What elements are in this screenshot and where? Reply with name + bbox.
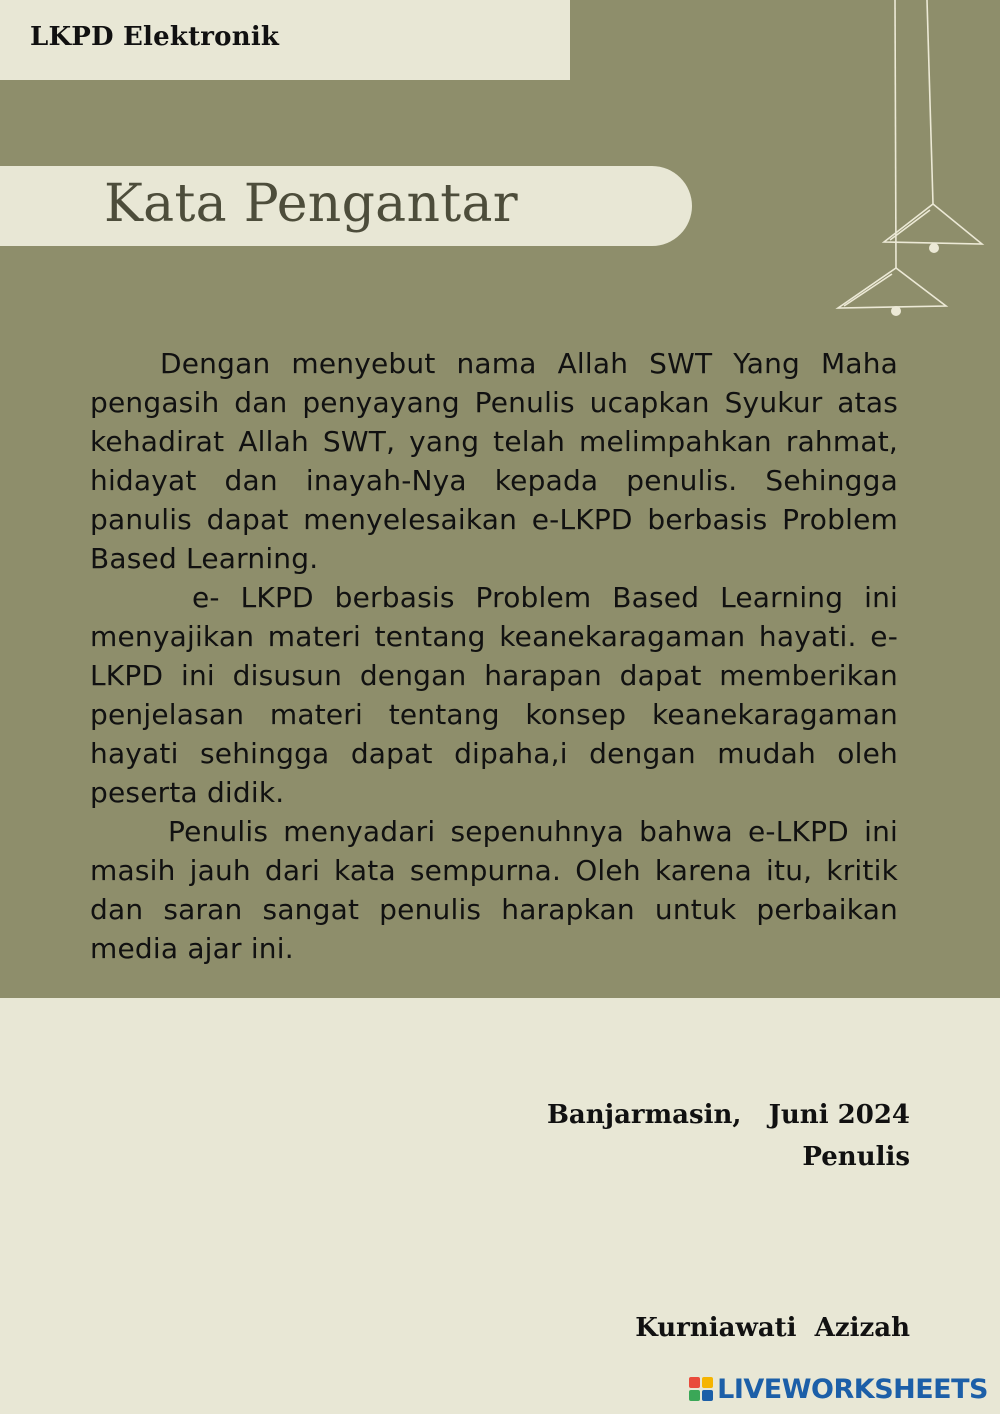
logo-square xyxy=(689,1377,700,1388)
signature-place-date: Banjarmasin, Juni 2024 xyxy=(546,1100,910,1130)
brand-text: LIVEWORKSHEETS xyxy=(717,1373,988,1405)
liveworksheets-brand[interactable] xyxy=(689,1372,988,1406)
logo-square xyxy=(702,1390,713,1401)
paragraph-3: Penulis menyadari sepenuhnya bahwa e-LKPD ini masih jauh dari kata sempurna. Oleh karena itu, kritik dan saran sangat penulis harapkan untuk perbaikan media ajar ini. xyxy=(90,815,898,965)
signature-role: Penulis xyxy=(802,1142,910,1172)
header-tab-label: LKPD Elektronik xyxy=(30,22,280,52)
foreword-body xyxy=(90,344,898,968)
hanging-lamps-icon xyxy=(820,0,1000,330)
paragraph-1: Dengan menyebut nama Allah SWT Yang Maha pengasih dan penyayang Penulis ucapkan Syukur atas kehadirat Allah SWT, yang telah melimpahkan rahmat, hidayat dan inayah-Nya kepada penulis. Sehingga panulis dapat menyelesaikan e-LKPD berbasis Problem Based Learning. xyxy=(90,347,898,575)
paragraph-2: e- LKPD berbasis Problem Based Learning ini menyajikan materi tentang keanekaragaman hayati. e-LKPD ini disusun dengan harapan dapat memberikan penjelasan materi tentang konsep keanekaragaman hayati sehingga dapat dipaha,i dengan mudah oleh peserta didik. xyxy=(90,581,898,809)
signature-name: Kurniawati Azizah xyxy=(635,1313,910,1343)
logo-square xyxy=(689,1390,700,1401)
liveworksheets-logo-icon xyxy=(689,1377,713,1401)
page-title: Kata Pengantar xyxy=(104,174,518,234)
header-tab xyxy=(0,0,570,80)
logo-square xyxy=(702,1377,713,1388)
